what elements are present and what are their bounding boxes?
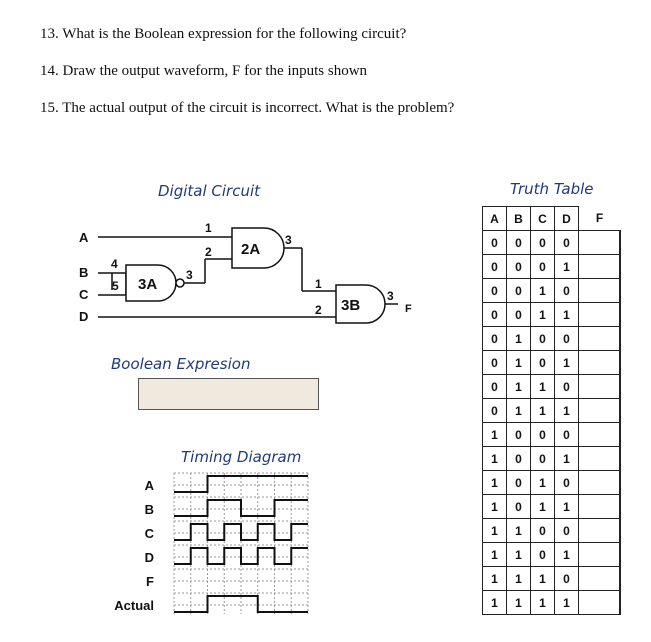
- truth-table-cell: 0: [531, 351, 555, 375]
- truth-table-cell: 1: [483, 591, 507, 615]
- gate-3a-pin-4: 4: [111, 257, 118, 271]
- digital-circuit-title: Digital Circuit: [158, 182, 261, 200]
- truth-table-cell: 1: [507, 375, 531, 399]
- truth-table-cell: 1: [531, 471, 555, 495]
- truth-table-cell: 0: [483, 255, 507, 279]
- truth-table-f-cell[interactable]: [579, 591, 621, 615]
- truth-table-cell: 1: [531, 303, 555, 327]
- question-13: 13. What is the Boolean expression for the following circuit?: [40, 26, 407, 42]
- truth-table-cell: 0: [507, 423, 531, 447]
- question-15: 15. The actual output of the circuit is incorrect. What is the problem?: [40, 100, 455, 116]
- timing-label-f: F: [146, 574, 154, 589]
- truth-table-cell: 0: [483, 351, 507, 375]
- timing-diagram-title: Timing Diagram: [181, 448, 302, 466]
- truth-table-header-d: D: [555, 207, 579, 231]
- truth-table-f-cell[interactable]: [579, 423, 621, 447]
- truth-table-row: [483, 543, 621, 567]
- truth-table-cell: 1: [507, 327, 531, 351]
- truth-table-cell: 1: [483, 495, 507, 519]
- truth-table-cell: 1: [555, 399, 579, 423]
- truth-table-cell: 0: [507, 231, 531, 255]
- truth-table-f-cell[interactable]: [579, 375, 621, 399]
- truth-table-f-cell[interactable]: [579, 279, 621, 303]
- truth-table-cell: 0: [555, 471, 579, 495]
- gate-2a-pin-2: 2: [205, 245, 212, 259]
- truth-table-row: [483, 375, 621, 399]
- truth-table-cell: 1: [507, 519, 531, 543]
- truth-table-cell: 0: [531, 327, 555, 351]
- truth-table-cell: 0: [483, 303, 507, 327]
- truth-table-row: [483, 255, 621, 279]
- truth-table-f-cell[interactable]: [579, 543, 621, 567]
- input-label-b: B: [79, 265, 89, 280]
- truth-table-f-cell[interactable]: [579, 471, 621, 495]
- truth-table-row: [483, 399, 621, 423]
- gate-3b-label: 3B: [341, 297, 361, 314]
- truth-table-cell: 0: [507, 279, 531, 303]
- truth-table-f-cell[interactable]: [579, 327, 621, 351]
- truth-table-row: [483, 519, 621, 543]
- truth-table-row: [483, 567, 621, 591]
- gate-2a-label: 2A: [241, 241, 261, 258]
- truth-table-cell: 1: [483, 423, 507, 447]
- truth-table-cell: 0: [555, 327, 579, 351]
- question-14: 14. Draw the output waveform, F for the inputs shown: [40, 63, 368, 79]
- truth-table-cell: 1: [507, 543, 531, 567]
- truth-table-row: [483, 231, 621, 255]
- truth-table-cell: 0: [555, 423, 579, 447]
- truth-table-header-f: F: [595, 211, 604, 226]
- truth-table-cell: 0: [531, 447, 555, 471]
- truth-table-row: [483, 495, 621, 519]
- truth-table-cell: 1: [555, 255, 579, 279]
- truth-table-cell: 1: [483, 471, 507, 495]
- truth-table-cell: 1: [555, 447, 579, 471]
- truth-table-cell: 0: [483, 375, 507, 399]
- truth-table-cell: 1: [531, 567, 555, 591]
- truth-table-cell: 1: [507, 567, 531, 591]
- truth-table-f-cell[interactable]: [579, 495, 621, 519]
- truth-table-f-cell[interactable]: [579, 351, 621, 375]
- output-label-f: F: [405, 303, 412, 315]
- gate-2a-pin-1: 1: [205, 221, 212, 235]
- truth-table-f-cell[interactable]: [579, 303, 621, 327]
- gate-3b-pin-3: 3: [387, 289, 394, 303]
- truth-table-header-a: A: [483, 207, 507, 231]
- truth-table-cell: 0: [531, 519, 555, 543]
- truth-table-cell: 0: [483, 399, 507, 423]
- truth-table-row: [483, 351, 621, 375]
- truth-table-row: [483, 471, 621, 495]
- truth-table-cell: 1: [531, 279, 555, 303]
- gate-3b-pin-2: 2: [315, 303, 322, 317]
- truth-table-cell: 1: [555, 495, 579, 519]
- truth-table-cell: 1: [531, 495, 555, 519]
- gate-2a-pin-3: 3: [285, 233, 292, 247]
- truth-table-cell: 0: [531, 423, 555, 447]
- truth-table-cell: 0: [507, 447, 531, 471]
- truth-table-cell: 1: [483, 519, 507, 543]
- waveform-d: [174, 548, 308, 564]
- timing-label-a: A: [144, 478, 154, 493]
- truth-table-row: [483, 591, 621, 615]
- truth-table-cell: 1: [555, 351, 579, 375]
- truth-table-cell: 1: [555, 591, 579, 615]
- truth-table-cell: 1: [555, 303, 579, 327]
- truth-table-header-b: B: [507, 207, 531, 231]
- truth-table-cell: 1: [507, 399, 531, 423]
- truth-table-cell: 1: [531, 399, 555, 423]
- truth-table-f-cell[interactable]: [579, 255, 621, 279]
- timing-label-c: C: [144, 526, 154, 541]
- truth-table-row: [483, 279, 621, 303]
- truth-table-cell: 1: [483, 567, 507, 591]
- truth-table-cell: 0: [507, 303, 531, 327]
- truth-table-cell: 0: [531, 543, 555, 567]
- truth-table-title: Truth Table: [510, 180, 594, 198]
- truth-table-cell: 1: [531, 375, 555, 399]
- truth-table-cell: 1: [483, 447, 507, 471]
- truth-table-header-row: [483, 207, 621, 231]
- input-label-d: D: [79, 309, 89, 324]
- truth-table-cell: 0: [507, 255, 531, 279]
- gate-3a-pin-5: 5: [112, 279, 119, 293]
- truth-table-cell: 0: [507, 471, 531, 495]
- truth-table-cell: 1: [555, 543, 579, 567]
- input-label-c: C: [79, 287, 89, 302]
- truth-table-f-cell[interactable]: [579, 519, 621, 543]
- waveform-c: [174, 524, 308, 540]
- truth-table-cell: 0: [555, 519, 579, 543]
- gate-3b-pin-1: 1: [315, 277, 322, 291]
- timing-label-b: B: [144, 502, 154, 517]
- truth-table-cell: 0: [531, 231, 555, 255]
- truth-table-cell: 0: [483, 279, 507, 303]
- truth-table-cell: 0: [555, 375, 579, 399]
- timing-label-actual: Actual: [114, 598, 154, 613]
- boolean-expression-title: Boolean Expresion: [111, 355, 251, 373]
- truth-table-cell: 1: [507, 591, 531, 615]
- truth-table-cell: 0: [555, 231, 579, 255]
- truth-table-cell: 0: [483, 327, 507, 351]
- truth-table-row: [483, 327, 621, 351]
- truth-table-f-cell[interactable]: [579, 231, 621, 255]
- truth-table: [482, 206, 621, 615]
- truth-table-cell: 0: [555, 279, 579, 303]
- truth-table-cell: 0: [507, 495, 531, 519]
- truth-table-row: [483, 423, 621, 447]
- truth-table-cell: 1: [483, 543, 507, 567]
- truth-table-row: [483, 303, 621, 327]
- truth-table-f-cell[interactable]: [579, 447, 621, 471]
- truth-table-f-cell[interactable]: [579, 567, 621, 591]
- timing-label-d: D: [144, 550, 154, 565]
- truth-table-f-cell[interactable]: [579, 399, 621, 423]
- truth-table-cell: 1: [507, 351, 531, 375]
- truth-table-header-c: C: [531, 207, 555, 231]
- truth-table-cell: 0: [483, 231, 507, 255]
- waveform-b: [174, 500, 308, 516]
- truth-table-cell: 0: [555, 567, 579, 591]
- timing-grid: [174, 473, 308, 614]
- gate-3a-pin-3: 3: [186, 268, 193, 282]
- gate-3a-label: 3A: [138, 276, 158, 293]
- truth-table-cell: 1: [531, 591, 555, 615]
- truth-table-cell: 0: [531, 255, 555, 279]
- truth-table-row: [483, 447, 621, 471]
- input-label-a: A: [79, 230, 89, 245]
